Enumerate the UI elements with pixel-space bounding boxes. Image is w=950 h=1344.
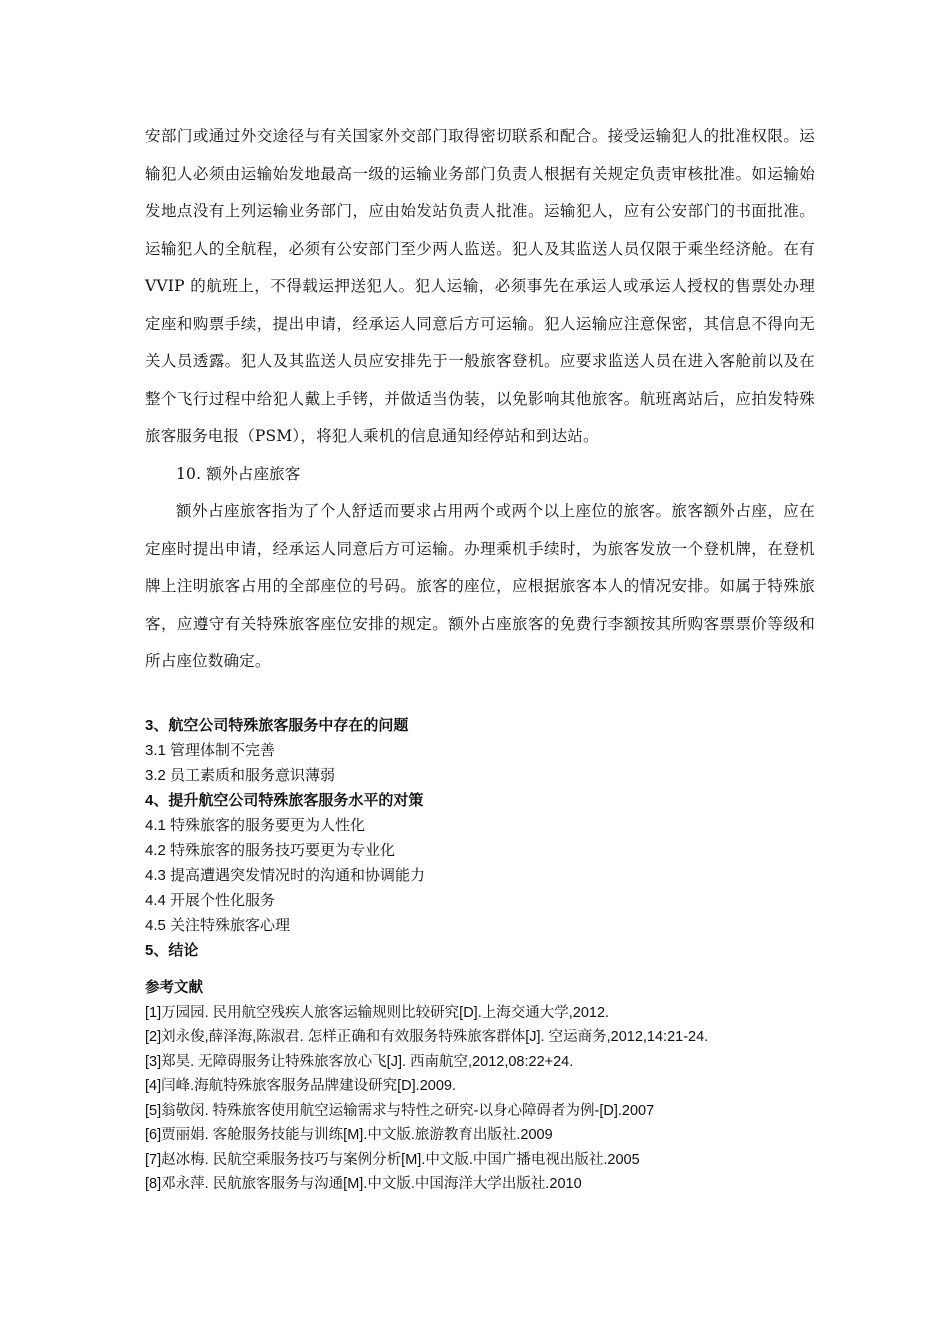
- chapter3-heading: 3、航空公司特殊旅客服务中存在的问题: [145, 717, 409, 734]
- outline-item: 4.4 开展个性化服务: [145, 892, 276, 909]
- outline-item: 4.3 提高遭遇突发情况时的沟通和协调能力: [145, 867, 426, 884]
- reference-item: [7]赵冰梅. 民航空乘服务技巧与案例分析[M].中文版.中国广播电视出版社.2005: [145, 1151, 640, 1168]
- reference-item: [1]万园园. 民用航空残疾人旅客运输规则比较研究[D].上海交通大学,2012.: [145, 1004, 610, 1021]
- chapter5-heading: 5、结论: [145, 942, 199, 959]
- reference-item: [4]闫峰.海航特殊旅客服务品牌建设研究[D].2009.: [145, 1078, 456, 1094]
- body-text: [145, 118, 815, 681]
- outline-item: 4.5 关注特殊旅客心理: [145, 917, 291, 934]
- references-section: [145, 976, 825, 1197]
- outline-section: [145, 713, 825, 1197]
- section10-heading: 10. 额外占座旅客: [176, 464, 301, 483]
- reference-item: [5]翁敬闵. 特殊旅客使用航空运输需求与特性之研究-以身心障碍者为例-[D].2007: [145, 1102, 655, 1119]
- outline-item: 3.2 员工素质和服务意识薄弱: [145, 767, 336, 784]
- reference-item: [3]郑昊. 无障碍服务让特殊旅客放心飞[J]. 西南航空,2012,08:22+24.: [145, 1053, 574, 1070]
- outline-item: 3.1 管理体制不完善: [145, 742, 276, 759]
- reference-item: [2]刘永俊,薛泽海,陈淑君. 怎样正确和有效服务特殊旅客群体[J]. 空运商务,2012,14:21-24.: [145, 1029, 709, 1045]
- outline-item: 4.2 特殊旅客的服务技巧要更为专业化: [145, 842, 396, 859]
- section9-paragraph: 安部门或通过外交途径与有关国家外交部门取得密切联系和配合。接受运输犯人的批准权限。运输犯人必须由运输始发地最高一级的运输业务部门负责人根据有关规定负责审核批准。如运输始发地点没有上列运输业务部门，应由始发站负责人批准。运输犯人，应有公安部门的书面批准。运输犯人的全航程，必须有公安部门至少两人监送。犯人及其监送人员仅限于乘坐经济舱。在有 VVIP 的航班上，不得载运押送犯人。犯人运输，必须事先在承运人或承运人授权的售票处办理定座和购票手续，提出申请，经承运人同意后方可运输。犯人运输应注意保密，其信息不得向无关人员透露。犯人及其监送人员应安排先于一般旅客登机。应要求监送人员在进入客舱前以及在整个飞行过程中给犯人戴上手铐，并做适当伪装，以免影响其他旅客。航班离站后，应拍发特殊旅客服务电报（PSM），将犯人乘机的信息通知经停站和到达站。: [145, 127, 815, 445]
- references-heading: 参考文献: [145, 980, 203, 996]
- chapter4-heading: 4、提升航空公司特殊旅客服务水平的对策: [145, 792, 424, 809]
- outline-item: 4.1 特殊旅客的服务要更为人性化: [145, 817, 366, 834]
- reference-item: [6]贾丽娟. 客舱服务技能与训练[M].中文版.旅游教育出版社.2009: [145, 1127, 553, 1143]
- section10-paragraph: 额外占座旅客指为了个人舒适而要求占用两个或两个以上座位的旅客。旅客额外占座，应在定座时提出申请，经承运人同意后方可运输。办理乘机手续时，为旅客发放一个登机牌，在登机牌上注明旅客占用的全部座位的号码。旅客的座位，应根据旅客本人的情况安排。如属于特殊旅客，应遵守有关特殊旅客座位安排的规定。额外占座旅客的免费行李额按其所购客票票价等级和所占座位数确定。: [145, 502, 815, 670]
- reference-item: [8]邓永萍. 民航旅客服务与沟通[M].中文版.中国海洋大学出版社.2010: [145, 1176, 582, 1192]
